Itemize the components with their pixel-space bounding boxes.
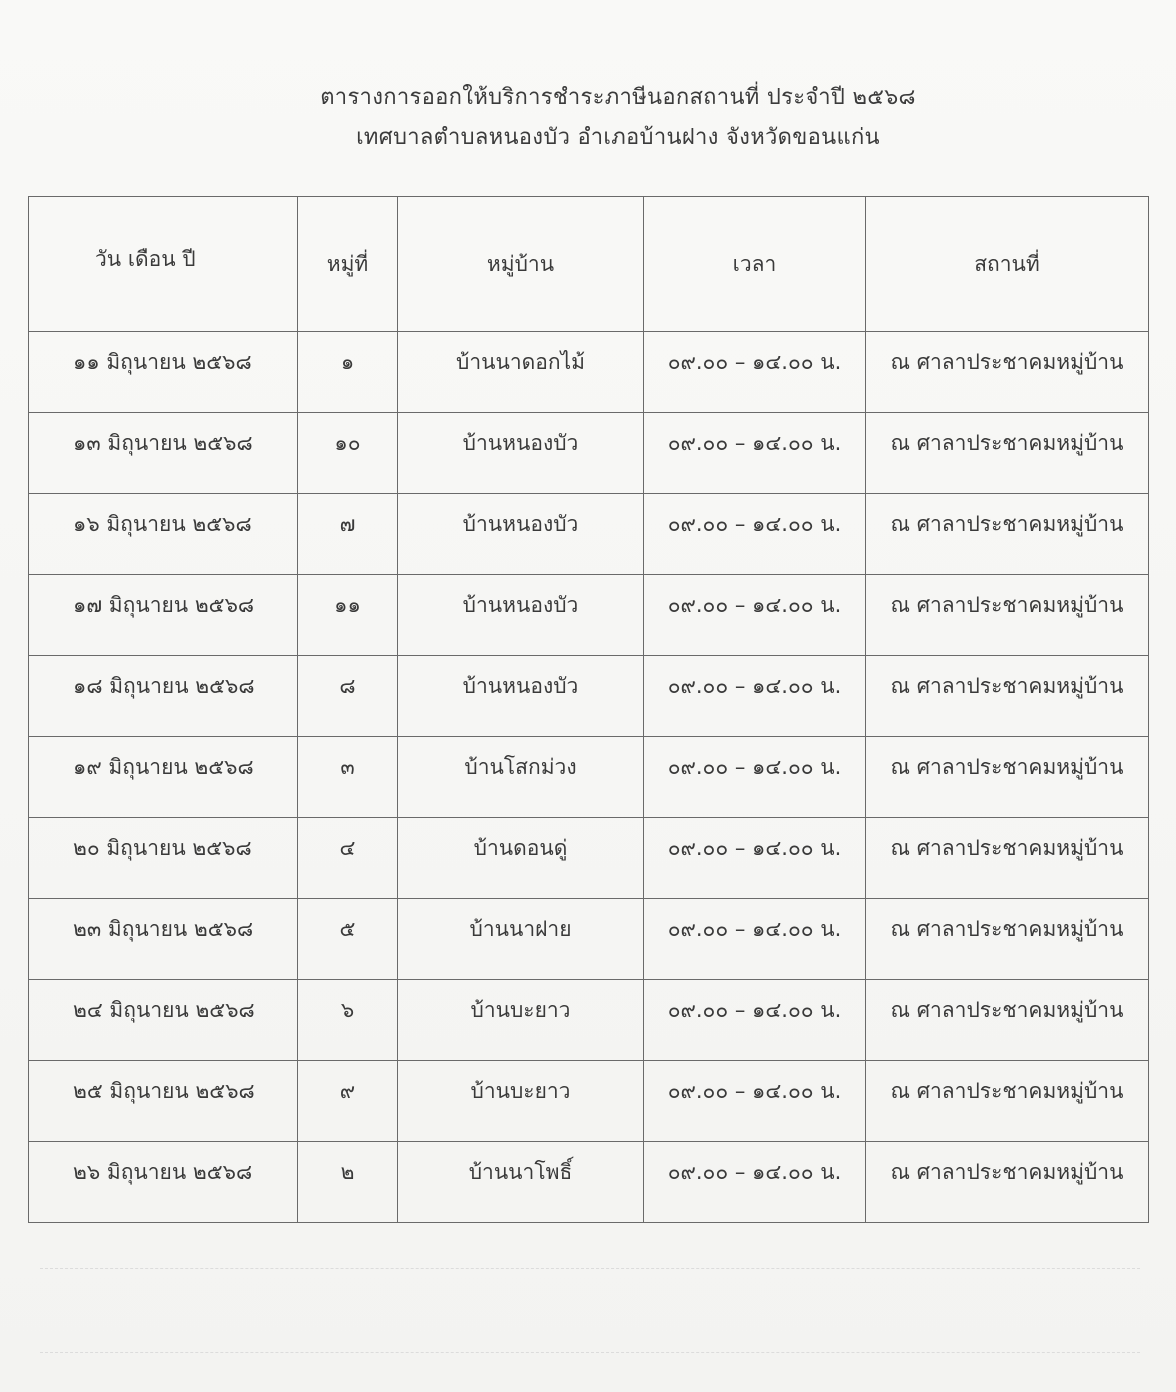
cell-date: ๑๘ มิถุนายน ๒๕๖๘ bbox=[29, 656, 298, 737]
table-row bbox=[29, 494, 1149, 575]
table-row bbox=[29, 818, 1149, 899]
cell-date: ๑๙ มิถุนายน ๒๕๖๘ bbox=[29, 737, 298, 818]
cell-time: ๐๙.๐๐ – ๑๔.๐๐ น. bbox=[644, 1142, 866, 1223]
table-row bbox=[29, 737, 1149, 818]
header-time: เวลา bbox=[644, 197, 866, 332]
cell-moo: ๕ bbox=[298, 899, 398, 980]
cell-village: บ้านบะยาว bbox=[398, 980, 644, 1061]
cell-date: ๒๓ มิถุนายน ๒๕๖๘ bbox=[29, 899, 298, 980]
cell-date: ๑๖ มิถุนายน ๒๕๖๘ bbox=[29, 494, 298, 575]
cell-moo: ๑๐ bbox=[298, 413, 398, 494]
table-row bbox=[29, 1142, 1149, 1223]
cell-village: บ้านหนองบัว bbox=[398, 656, 644, 737]
cell-moo: ๘ bbox=[298, 656, 398, 737]
cell-date: ๑๑ มิถุนายน ๒๕๖๘ bbox=[29, 332, 298, 413]
cell-time: ๐๙.๐๐ – ๑๔.๐๐ น. bbox=[644, 413, 866, 494]
table-header-row bbox=[29, 197, 1149, 332]
cell-time: ๐๙.๐๐ – ๑๔.๐๐ น. bbox=[644, 899, 866, 980]
table-row bbox=[29, 413, 1149, 494]
cell-place: ณ ศาลาประชาคมหมู่บ้าน bbox=[866, 332, 1149, 413]
cell-date: ๒๐ มิถุนายน ๒๕๖๘ bbox=[29, 818, 298, 899]
cell-time: ๐๙.๐๐ – ๑๔.๐๐ น. bbox=[644, 494, 866, 575]
cell-time: ๐๙.๐๐ – ๑๔.๐๐ น. bbox=[644, 656, 866, 737]
cell-moo: ๖ bbox=[298, 980, 398, 1061]
document-title bbox=[0, 78, 1176, 158]
cell-date: ๑๓ มิถุนายน ๒๕๖๘ bbox=[29, 413, 298, 494]
bleed-through-line bbox=[40, 1268, 1140, 1269]
cell-place: ณ ศาลาประชาคมหมู่บ้าน bbox=[866, 575, 1149, 656]
cell-time: ๐๙.๐๐ – ๑๔.๐๐ น. bbox=[644, 332, 866, 413]
title-line-2: เทศบาลตำบลหนองบัว อำเภอบ้านฝาง จังหวัดขอนแก่น bbox=[356, 125, 880, 150]
header-village: หมู่บ้าน bbox=[398, 197, 644, 332]
table-row bbox=[29, 656, 1149, 737]
cell-time: ๐๙.๐๐ – ๑๔.๐๐ น. bbox=[644, 737, 866, 818]
cell-date: ๒๕ มิถุนายน ๒๕๖๘ bbox=[29, 1061, 298, 1142]
cell-date: ๒๖ มิถุนายน ๒๕๖๘ bbox=[29, 1142, 298, 1223]
cell-time: ๐๙.๐๐ – ๑๔.๐๐ น. bbox=[644, 818, 866, 899]
table-row bbox=[29, 1061, 1149, 1142]
bleed-through-line bbox=[40, 1352, 1140, 1353]
cell-village: บ้านหนองบัว bbox=[398, 575, 644, 656]
table-row bbox=[29, 899, 1149, 980]
cell-village: บ้านนาฝาย bbox=[398, 899, 644, 980]
cell-village: บ้านนาโพธิ์ bbox=[398, 1142, 644, 1223]
cell-village: บ้านหนองบัว bbox=[398, 494, 644, 575]
title-line-1: ตารางการออกให้บริการชำระภาษีนอกสถานที่ ประจำปี ๒๕๖๘ bbox=[320, 85, 916, 110]
cell-moo: ๑๑ bbox=[298, 575, 398, 656]
cell-moo: ๓ bbox=[298, 737, 398, 818]
schedule-table bbox=[28, 196, 1149, 1223]
cell-moo: ๒ bbox=[298, 1142, 398, 1223]
cell-village: บ้านนาดอกไม้ bbox=[398, 332, 644, 413]
cell-date: ๒๔ มิถุนายน ๒๕๖๘ bbox=[29, 980, 298, 1061]
cell-time: ๐๙.๐๐ – ๑๔.๐๐ น. bbox=[644, 980, 866, 1061]
cell-place: ณ ศาลาประชาคมหมู่บ้าน bbox=[866, 656, 1149, 737]
table-row bbox=[29, 332, 1149, 413]
cell-place: ณ ศาลาประชาคมหมู่บ้าน bbox=[866, 413, 1149, 494]
cell-moo: ๗ bbox=[298, 494, 398, 575]
cell-moo: ๔ bbox=[298, 818, 398, 899]
cell-place: ณ ศาลาประชาคมหมู่บ้าน bbox=[866, 980, 1149, 1061]
header-moo: หมู่ที่ bbox=[298, 197, 398, 332]
cell-village: บ้านบะยาว bbox=[398, 1061, 644, 1142]
header-place: สถานที่ bbox=[866, 197, 1149, 332]
cell-time: ๐๙.๐๐ – ๑๔.๐๐ น. bbox=[644, 575, 866, 656]
header-date: วัน เดือน ปี bbox=[29, 197, 298, 332]
cell-moo: ๙ bbox=[298, 1061, 398, 1142]
cell-place: ณ ศาลาประชาคมหมู่บ้าน bbox=[866, 1142, 1149, 1223]
cell-village: บ้านหนองบัว bbox=[398, 413, 644, 494]
cell-place: ณ ศาลาประชาคมหมู่บ้าน bbox=[866, 1061, 1149, 1142]
cell-village: บ้านดอนดู่ bbox=[398, 818, 644, 899]
table-row bbox=[29, 575, 1149, 656]
table-row bbox=[29, 980, 1149, 1061]
cell-time: ๐๙.๐๐ – ๑๔.๐๐ น. bbox=[644, 1061, 866, 1142]
cell-moo: ๑ bbox=[298, 332, 398, 413]
cell-place: ณ ศาลาประชาคมหมู่บ้าน bbox=[866, 494, 1149, 575]
table-body bbox=[29, 332, 1149, 1223]
cell-village: บ้านโสกม่วง bbox=[398, 737, 644, 818]
cell-place: ณ ศาลาประชาคมหมู่บ้าน bbox=[866, 899, 1149, 980]
cell-date: ๑๗ มิถุนายน ๒๕๖๘ bbox=[29, 575, 298, 656]
cell-place: ณ ศาลาประชาคมหมู่บ้าน bbox=[866, 818, 1149, 899]
cell-place: ณ ศาลาประชาคมหมู่บ้าน bbox=[866, 737, 1149, 818]
